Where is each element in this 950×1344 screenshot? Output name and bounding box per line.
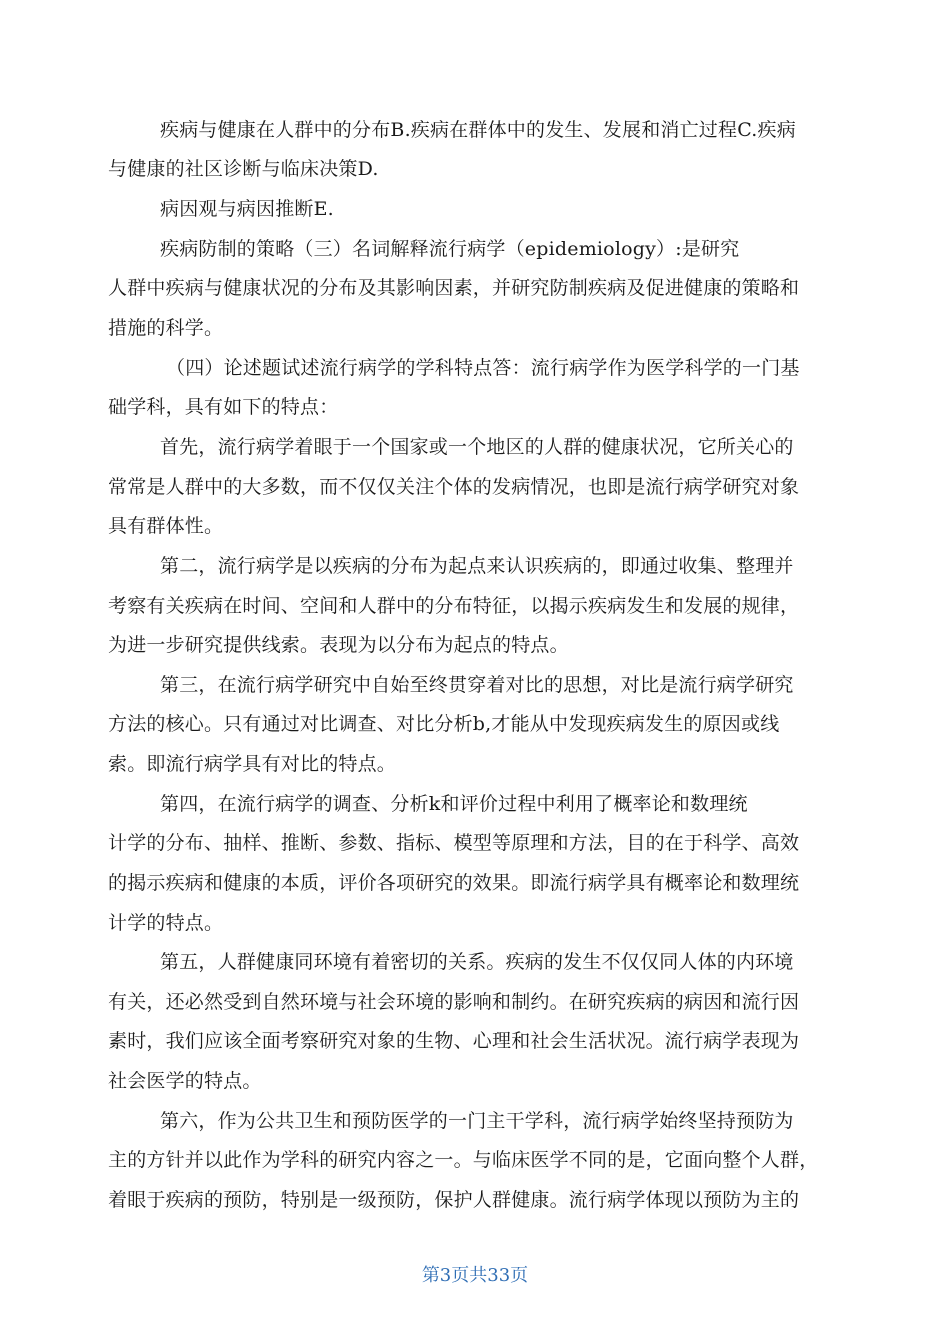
text-line-9: 首先，流行病学着眼于一个国家或一个地区的人群的健康状况，它所关心的: [160, 436, 794, 458]
text-line-18: 第四，在流行病学的调查、分析k和评价过程中利用了概率论和数理统: [160, 793, 748, 815]
text-line-13: 考察有关疾病在时间、空间和人群中的分布特征，以揭示疾病发生和发展的规律，: [108, 595, 800, 617]
text-line-24: 素时，我们应该全面考察研究对象的生物、心理和社会生活状况。流行病学表现为: [108, 1030, 800, 1052]
text-line-28: 着眼于疾病的预防，特别是一级预防，保护人群健康。流行病学体现以预防为主的: [108, 1189, 800, 1211]
text-line-4: 疾病防制的策略（三）名词解释流行病学（epidemiology）:是研究: [160, 238, 740, 260]
text-line-3: 病因观与病因推断E.: [160, 198, 334, 220]
text-line-6: 措施的科学。: [108, 317, 224, 339]
text-line-11: 具有群体性。: [108, 515, 224, 537]
text-line-27: 主的方针并以此作为学科的研究内容之一。与临床医学不同的是，它面向整个人群，: [108, 1149, 819, 1171]
text-line-17: 索。即流行病学具有对比的特点。: [108, 753, 397, 775]
text-line-15: 第三，在流行病学研究中自始至终贯穿着对比的思想，对比是流行病学研究: [160, 674, 794, 696]
text-line-22: 第五，人群健康同环境有着密切的关系。疾病的发生不仅仅同人体的内环境: [160, 951, 794, 973]
text-line-16: 方法的核心。只有通过对比调查、对比分析b,才能从中发现疾病发生的原因或线: [108, 713, 780, 735]
text-line-19: 计学的分布、抽样、推断、参数、指标、模型等原理和方法，目的在于科学、高效: [108, 832, 800, 854]
text-line-14: 为进一步研究提供线索。表现为以分布为起点的特点。: [108, 634, 569, 656]
text-line-12: 第二，流行病学是以疾病的分布为起点来认识疾病的，即通过收集、整理并: [160, 555, 794, 577]
text-line-5: 人群中疾病与健康状况的分布及其影响因素，并研究防制疾病及促进健康的策略和: [108, 277, 800, 299]
text-line-8: 础学科，具有如下的特点：: [108, 396, 339, 418]
text-line-1: 疾病与健康在人群中的分布B.疾病在群体中的发生、发展和消亡过程C.疾病: [160, 119, 796, 141]
text-line-23: 有关，还必然受到自然环境与社会环境的影响和制约。在研究疾病的病因和流行因: [108, 991, 800, 1013]
text-line-7: （四）论述题试述流行病学的学科特点答：流行病学作为医学科学的一门基: [166, 357, 800, 379]
text-line-26: 第六，作为公共卫生和预防医学的一门主干学科，流行病学始终坚持预防为: [160, 1110, 794, 1132]
text-line-10: 常常是人群中的大多数，而不仅仅关注个体的发病情况，也即是流行病学研究对象: [108, 476, 800, 498]
text-line-25: 社会医学的特点。: [108, 1070, 262, 1092]
text-line-2: 与健康的社区诊断与临床决策D.: [108, 158, 379, 180]
page-number-footer: 第3页共33页: [421, 1265, 529, 1286]
text-line-21: 计学的特点。: [108, 912, 224, 934]
text-line-20: 的揭示疾病和健康的本质，评价各项研究的效果。即流行病学具有概率论和数理统: [108, 872, 800, 894]
